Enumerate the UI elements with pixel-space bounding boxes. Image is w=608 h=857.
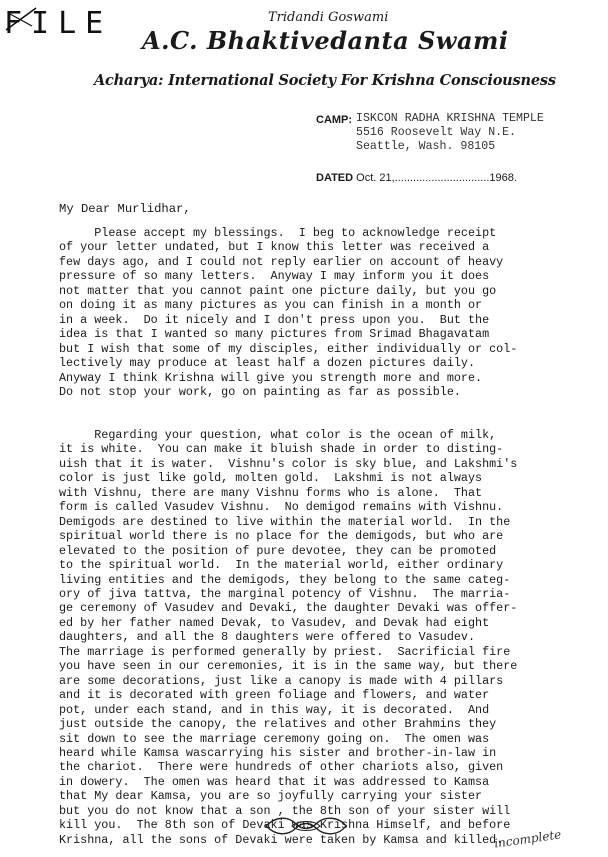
letterhead-acharya: Acharya: International Society For Krishna Consciousness bbox=[94, 72, 556, 89]
letter-line: heard while Kamsa wascarrying his sister and brother-in-law in bbox=[59, 745, 497, 760]
letter-line: sit down to see the marriage ceremony going on. The omen was bbox=[59, 731, 490, 746]
letter-line: elevated to the position of pure devotee, they can be promoted bbox=[59, 543, 497, 558]
letter-line: The marriage is performed generally by priest. Sacrificial fire bbox=[59, 644, 511, 659]
letter-line: the chariot. There were hundreds of other chariots also, given bbox=[59, 760, 504, 775]
letter-line: and it is decorated with green foliage and flowers, and water bbox=[59, 688, 490, 703]
salutation: My Dear Murlidhar, bbox=[59, 202, 191, 216]
letter-line: spiritual world there is no place for the demigods, but who are bbox=[59, 529, 504, 544]
letter-line: to the spiritual world. In the material world, either ordinary bbox=[59, 558, 504, 573]
letter-line: on doing it as many pictures as you can finish in a month or bbox=[59, 298, 483, 313]
letter-line: are some decorations, just like a canopy is made with 4 pillars bbox=[59, 673, 504, 688]
letterhead-tridandi: Tridandi Goswami bbox=[268, 10, 389, 25]
letter-line: ge ceremony of Vasudev and Devaki, the daughter Devaki was offer- bbox=[59, 601, 518, 616]
letter-line: daughters, and all the 8 daughters were offered to Vasudev. bbox=[59, 630, 476, 645]
letterhead-name: A.C. Bhaktivedanta Swami bbox=[142, 26, 509, 55]
letter-line: form is called Vasudev Vishnu. No demigod remains with Vishnu. bbox=[59, 500, 504, 515]
letter-line: but you do not know that a son , the 8th son of your sister will bbox=[59, 803, 511, 818]
letter-line: idea is that I wanted so many pictures from Srimad Bhagavatam bbox=[59, 327, 490, 342]
letter-line: ory of jiva tattva, the marginal potency of Vishnu. The marria- bbox=[59, 586, 511, 601]
letter-line: with Vishnu, there are many Vishnu forms who is alone. That bbox=[59, 485, 483, 500]
letter-line: few days ago, and I could not reply earlier on account of heavy bbox=[59, 254, 504, 269]
paragraph-2 bbox=[59, 428, 517, 847]
letter-line: in a week. Do it nicely and I don't press upon you. But the bbox=[59, 312, 490, 327]
letter-line: lectively may produce at least half a dozen pictures daily. bbox=[59, 356, 476, 371]
camp-address-line: Seattle, Wash. 98105 bbox=[356, 140, 496, 153]
letter-line: ed by her father named Devak, to Vasudev, and Devak had eight bbox=[59, 615, 490, 630]
letter-line: Regarding your question, what color is the ocean of milk, bbox=[59, 428, 497, 442]
letter-line: just outside the canopy, the relatives and other Brahmins they bbox=[59, 717, 497, 732]
letter-line: Please accept my blessings. I beg to acknowledge receipt bbox=[59, 226, 497, 240]
letter-line: uish that it is water. Vishnu's color is sky blue, and Lakshmi's bbox=[59, 456, 518, 471]
letter-line: of your letter undated, but I know this letter was received a bbox=[59, 240, 490, 255]
dated-line bbox=[316, 172, 517, 184]
letter-line: pressure of so many letters. Anyway I may inform you it does bbox=[59, 269, 490, 284]
dated-year: 1968. bbox=[489, 172, 517, 184]
letter-line: Demigods are destined to live within the material world. In the bbox=[59, 514, 511, 529]
letter-line: Do not stop your work, go on painting as far as possible. bbox=[59, 384, 461, 399]
incomplete-note: incomplete bbox=[493, 827, 563, 851]
dated-label: DATED bbox=[316, 172, 354, 184]
dated-dots: ............................... bbox=[394, 172, 490, 184]
file-mark: FILE bbox=[4, 6, 113, 41]
camp-address bbox=[356, 112, 544, 154]
letter-line: you have seen in our ceremonies, it is in the same way, but there bbox=[59, 659, 518, 674]
letter-line: it is white. You can make it bluish shade in order to disting- bbox=[59, 442, 504, 457]
letter-line: living entities and the demigods, they belong to the same categ- bbox=[59, 572, 511, 587]
letter-line: kill you. The 8th son of Devaki was Krishna Himself, and before bbox=[59, 818, 511, 833]
paragraph-1 bbox=[59, 226, 517, 399]
flourish-ornament bbox=[262, 814, 350, 838]
camp-label: CAMP: bbox=[316, 114, 353, 126]
letter-line: not matter that you cannot paint one picture daily, but you go bbox=[59, 283, 497, 298]
letter-line: color is just like gold, molten gold. Lakshmi is not always bbox=[59, 471, 483, 486]
letter-line: Krishna, all the sons of Devaki were taken by Kamsa and killed. bbox=[59, 832, 504, 847]
letter-line: that My dear Kamsa, you are so joyfully carrying your sister bbox=[59, 789, 483, 804]
letter-line: in dowery. The omen was heard that it was addressed to Kamsa bbox=[59, 774, 490, 789]
letter-line: Anyway I think Krishna will give you strength more and more. bbox=[59, 370, 483, 385]
camp-address-line: 5516 Roosevelt Way N.E. bbox=[356, 126, 517, 139]
letter-line: pot, under each stand, and in this way, it is decorated. And bbox=[59, 702, 490, 717]
dated-value: Oct. 21, bbox=[356, 172, 395, 184]
camp-address-line: ISKCON RADHA KRISHNA TEMPLE bbox=[356, 112, 544, 125]
letter-line: but I wish that some of my disciples, either individually or col- bbox=[59, 341, 518, 356]
